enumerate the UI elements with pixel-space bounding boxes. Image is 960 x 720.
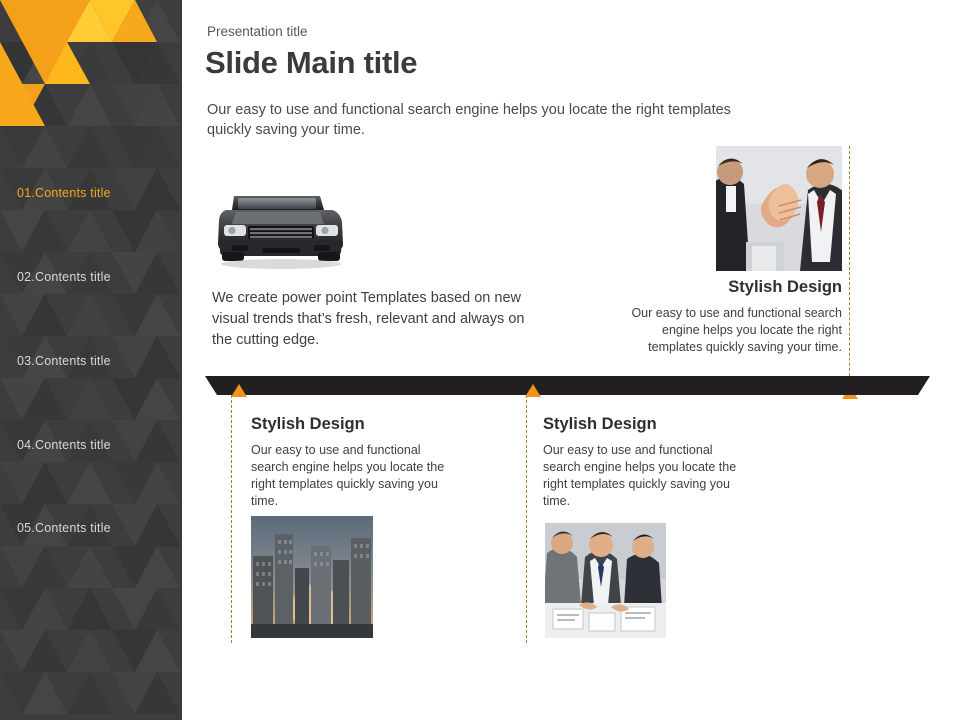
column1-dashed-connector [231, 395, 233, 643]
right-dashed-connector [849, 146, 851, 396]
photo-content [251, 516, 373, 638]
sidebar-item-contents-02[interactable] [17, 270, 167, 284]
right-card-body: Our easy to use and functional search engine helps you locate the right templates quickly saving your time. [631, 306, 842, 354]
column1-title: Stylish Design [251, 415, 365, 433]
column1-marker-triangle-icon [231, 384, 247, 397]
column2-marker-triangle-icon [525, 384, 541, 397]
photo-content [716, 146, 842, 271]
sidebar-item-contents-05[interactable] [17, 521, 167, 535]
sidebar-item-label: 02.Contents title [17, 270, 111, 284]
sidebar-item-label: 04.Contents title [17, 438, 111, 452]
slide-subtitle: Our easy to use and functional search engine helps you locate the right templates quickly saving your time. [207, 102, 731, 138]
suv-car-photo [212, 166, 352, 281]
car-description-text: We create power point Templates based on new visual trends that’s fresh, relevant and always on the cutting edge. [212, 290, 525, 348]
column2-title: Stylish Design [543, 415, 657, 433]
column2-dashed-connector [526, 395, 528, 643]
city-skyscrapers-photo [251, 516, 373, 638]
presentation-title: Presentation title [207, 24, 308, 39]
black-ribbon-divider [205, 376, 930, 395]
sidebar-item-contents-04[interactable] [17, 438, 167, 452]
photo-content [545, 523, 666, 638]
sidebar-item-label: 01.Contents title [17, 186, 111, 200]
page-title: Slide Main title [205, 45, 418, 80]
column2-body: Our easy to use and functional search engine helps you locate the right templates quickly saving you time. [543, 443, 737, 508]
applauding-business-people-photo [716, 146, 842, 271]
sidebar-menu [0, 0, 182, 720]
sidebar-item-label: 05.Contents title [17, 521, 111, 535]
sidebar-item-contents-03[interactable] [17, 354, 167, 368]
column1-body: Our easy to use and functional search engine helps you locate the right templates quickly saving you time. [251, 443, 445, 508]
business-team-meeting-photo [545, 523, 666, 638]
sidebar-item-label: 03.Contents title [17, 354, 111, 368]
sidebar-item-contents-01[interactable] [17, 186, 167, 200]
right-card-title: Stylish Design [728, 278, 842, 296]
sidebar [0, 0, 182, 720]
